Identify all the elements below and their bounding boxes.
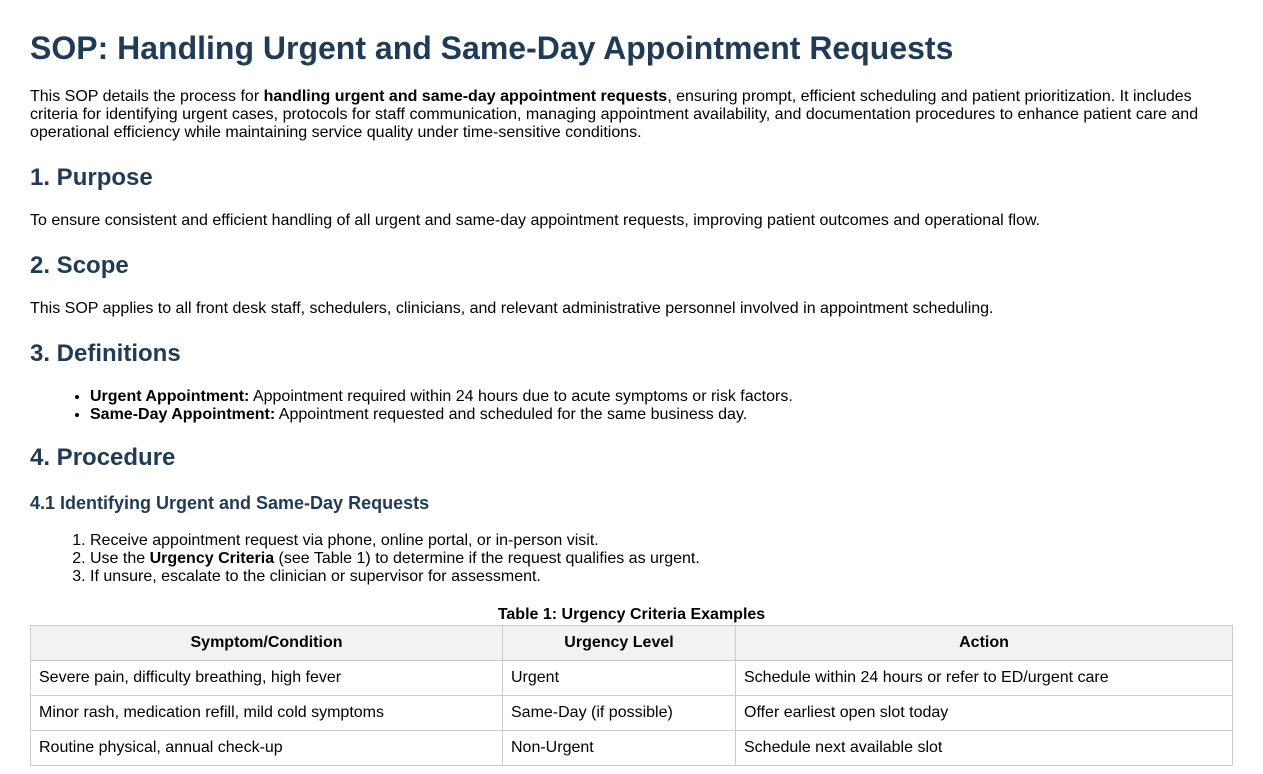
table-header-cell: Urgency Level	[503, 626, 736, 661]
definition-term: Same-Day Appointment:	[90, 406, 276, 423]
procedure-step	[90, 532, 1233, 550]
step-bold: Urgency Criteria	[149, 550, 275, 567]
table-cell: Severe pain, difficulty breathing, high fever	[31, 661, 503, 696]
intro-text-bold: handling urgent and same-day appointment requests	[263, 88, 668, 105]
table-cell: Schedule within 24 hours or refer to ED/urgent care	[736, 661, 1233, 696]
definition-item-urgent	[90, 388, 1233, 406]
table-cell: Urgent	[503, 661, 736, 696]
page-title: SOP: Handling Urgent and Same-Day Appointment Requests	[30, 30, 954, 66]
table-cell: Offer earliest open slot today	[736, 696, 1233, 731]
urgency-criteria-table	[30, 625, 1233, 766]
table-row	[31, 696, 1233, 731]
table-row	[31, 731, 1233, 766]
table-cell: Non-Urgent	[503, 731, 736, 766]
definitions-heading: 3. Definitions	[30, 340, 181, 367]
purpose-heading: 1. Purpose	[30, 164, 153, 191]
procedure-steps	[30, 532, 1233, 586]
table-cell: Same-Day (if possible)	[503, 696, 736, 731]
scope-text: This SOP applies to all front desk staff, schedulers, clinicians, and relevant administrative personnel involved in appointment scheduling.	[30, 300, 994, 317]
table-caption: Table 1: Urgency Criteria Examples	[497, 606, 766, 623]
table-row	[31, 661, 1233, 696]
table-cell: Schedule next available slot	[736, 731, 1233, 766]
procedure-step	[90, 550, 1233, 568]
step-text: Use the	[90, 550, 150, 567]
intro-text-before: This SOP details the process for	[30, 88, 264, 105]
procedure-subheading: 4.1 Identifying Urgent and Same-Day Requests	[30, 493, 430, 513]
definition-term: Urgent Appointment:	[90, 388, 250, 405]
step-text: If unsure, escalate to the clinician or supervisor for assessment.	[90, 568, 541, 585]
procedure-step	[90, 568, 1233, 586]
table-cell: Routine physical, annual check-up	[31, 731, 503, 766]
table-header-row	[31, 626, 1233, 661]
step-text: Receive appointment request via phone, online portal, or in-person visit.	[90, 532, 599, 549]
definition-item-same-day	[90, 406, 1233, 424]
intro-paragraph	[30, 88, 1233, 142]
definition-text: Appointment requested and scheduled for the same business day.	[275, 406, 748, 423]
procedure-heading: 4. Procedure	[30, 444, 176, 471]
definitions-list	[30, 388, 1233, 424]
step-text-after: (see Table 1) to determine if the request qualifies as urgent.	[274, 550, 700, 567]
scope-heading: 2. Scope	[30, 252, 129, 279]
purpose-text: To ensure consistent and efficient handling of all urgent and same-day appointment requests, improving patient outcomes and operational flow.	[30, 212, 1041, 229]
table-header-cell: Symptom/Condition	[31, 626, 503, 661]
intro-text-after: , ensuring prompt, efficient scheduling and patient prioritization. It includes criteria for identifying urgent cases, protocols for staff communication, managing appointment availability, and documentation procedures to enhance patient care and operational efficiency while maintaining service quality under time-sensitive conditions.	[30, 88, 1199, 141]
table-cell: Minor rash, medication refill, mild cold symptoms	[31, 696, 503, 731]
table-header-cell: Action	[736, 626, 1233, 661]
definition-text: Appointment required within 24 hours due to acute symptoms or risk factors.	[249, 388, 793, 405]
